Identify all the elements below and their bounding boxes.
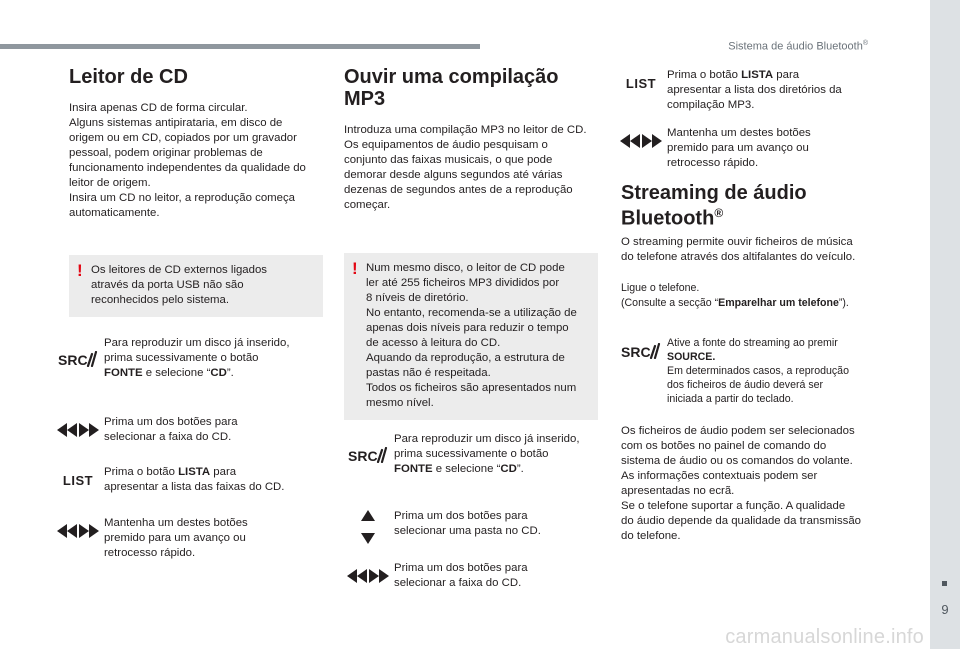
section-title-cd: Leitor de CD <box>69 66 188 88</box>
warning-icon: ! <box>77 261 83 280</box>
src-button-icon <box>342 432 394 477</box>
mp3-list-instruction: LIST Prima o botão LISTA para apresentar a lista dos diretórios da compilação MP3. <box>615 68 875 113</box>
fast-seek-buttons-icon <box>52 516 104 546</box>
column-cd-player <box>58 66 323 561</box>
svg-text:SRC: SRC <box>348 447 378 463</box>
svg-text:SRC: SRC <box>621 343 651 359</box>
mp3-fast-seek-instruction: Mantenha um destes botões premido para um avanço ou retrocesso rápido. <box>615 126 875 171</box>
cd-src-instruction: SRC Para reproduzir um disco já inserido, prima sucessivamente o botão FONTE e selecione “CD”. <box>52 336 323 381</box>
side-tab <box>930 0 960 649</box>
list-button-icon: LIST <box>625 75 657 91</box>
mp3-src-instruction: SRC Para reproduzir um disco já inserido, prima sucessivamente o botão FONTE e selecione “CD”. <box>342 432 598 477</box>
watermark: carmanualsonline.info <box>725 626 924 648</box>
bt-intro: O streaming permite ouvir ficheiros de música do telefone através dos altifalantes do veículo. <box>621 235 856 263</box>
mp3-intro: Introduza uma compilação MP3 no leitor de CD. Os equipamentos de áudio pesquisam o conjunto das faixas musicais, o que pode demorar desde alguns segundos até várias dezenas de segundos antes de a reprodução começar. <box>344 124 587 211</box>
cd-warning-box: ! Os leitores de CD externos ligados através da porta USB não são reconhecidos pelo sistema. <box>69 255 323 317</box>
seek-buttons-icon <box>342 561 394 591</box>
mp3-track-select-instruction: Prima um dos botões para selecionar a faixa do CD. <box>342 561 598 591</box>
bt-outro: Os ficheiros de áudio podem ser selecionados com os botões no painel de comando do sistema de áudio ou os comandos do volante. As informações contextuais podem ser apresentadas no ecrã. Se o telefone suportar a função. A qualidade do áudio depende da qualidade da transmissão do telefone. <box>621 424 862 542</box>
bt-source-instruction: SRC Ative a fonte do streaming ao premir SOURCE. Em determinados casos, a reprodução dos ficheiros de áudio deverá ser iniciada a partir do teclado. <box>615 336 875 406</box>
column-mp3 <box>344 66 598 591</box>
section-title-mp3: Ouvir uma compilação MP3 <box>344 66 559 110</box>
up-down-buttons-icon <box>342 507 394 547</box>
svg-text:SRC: SRC <box>58 351 88 367</box>
continuation-marker <box>942 581 947 586</box>
cd-list-instruction: LIST Prima o botão LISTA para apresentar a lista das faixas do CD. <box>52 465 323 495</box>
page-header: Sistema de áudio Bluetooth® <box>728 40 868 53</box>
mp3-warning-box: ! Num mesmo disco, o leitor de CD pode ler até 255 ficheiros MP3 divididos por 8 níveis de diretório. No entanto, recomenda-se a utilização de apenas dois níveis para reduzir o tempo de acesso à leitura do CD. Aquando da reprodução, a estrutura de pastas não é respeitada. Todos os ficheiros são apresentados num mesmo nível. <box>344 253 598 420</box>
bt-connect-phone: Ligue o telefone. (Consulte a secção “Emparelhar um telefone”). <box>621 281 849 309</box>
mp3-folder-instruction: Prima um dos botões para selecionar uma pasta no CD. <box>342 507 598 547</box>
seek-buttons-icon <box>52 415 104 445</box>
header-rule <box>0 44 480 49</box>
section-title-bluetooth: Streaming de áudio Bluetooth® <box>621 182 807 230</box>
fast-seek-buttons-icon <box>615 126 667 156</box>
column-bluetooth <box>621 66 875 544</box>
cd-track-select-instruction: Prima um dos botões para selecionar a faixa do CD. <box>52 415 323 445</box>
cd-fast-seek-instruction: Mantenha um destes botões premido para um avanço ou retrocesso rápido. <box>52 516 323 561</box>
list-button-icon: LIST <box>62 472 94 488</box>
src-button-icon <box>52 336 104 381</box>
src-button-icon <box>615 336 667 366</box>
warning-icon: ! <box>352 259 358 278</box>
page-number: 9 <box>941 602 949 617</box>
cd-intro: Insira apenas CD de forma circular. Alguns sistemas antipirataria, em disco de origem ou em CD, copiados por um gravador pessoal, podem originar problemas de funcionamento independentes da qualidade do leitor de origem. Insira um CD no leitor, a reprodução começa automaticamente. <box>69 102 306 219</box>
